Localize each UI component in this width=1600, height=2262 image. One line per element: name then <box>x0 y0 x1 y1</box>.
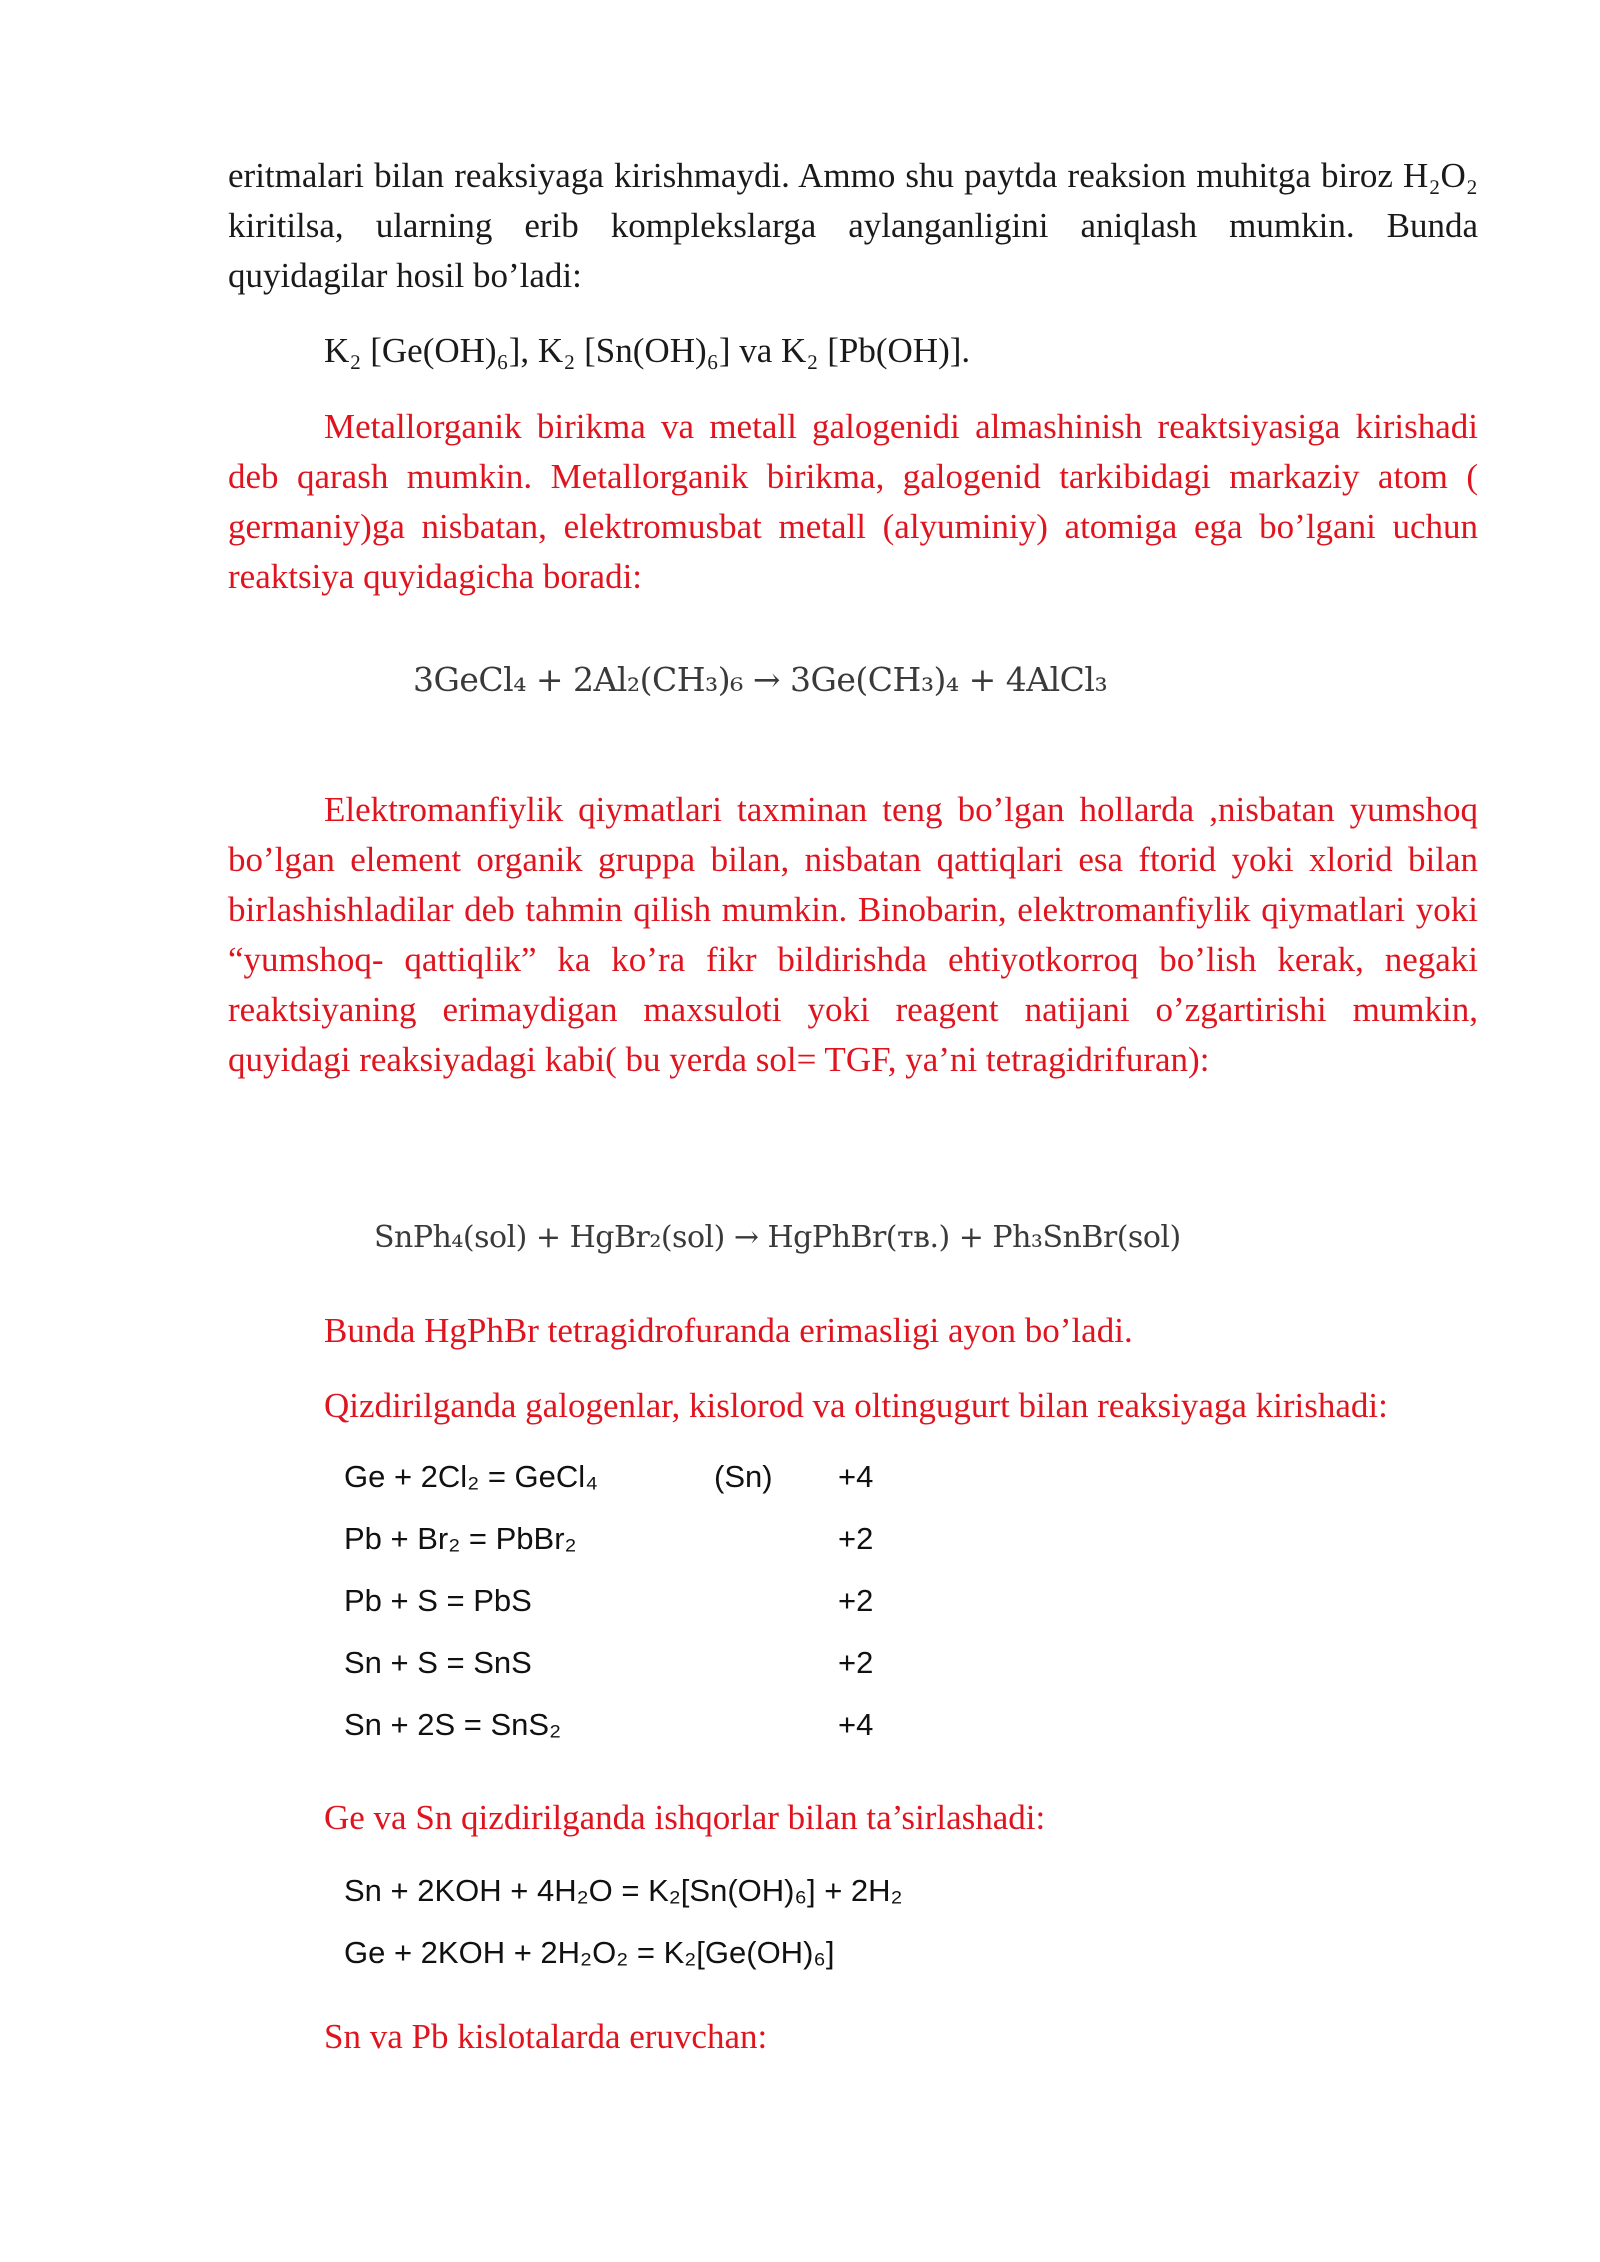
reaction-equation: Sn + S = SnS <box>344 1645 532 1680</box>
oxidation-state: +2 <box>838 1583 874 1618</box>
equation-snph4-hgbr2: SnPh₄(sol) + HgBr₂(sol) → HgPhBr(тв.) + Ph₃SnBr(sol) <box>374 1220 1181 1255</box>
oxidation-state: +4 <box>838 1707 874 1742</box>
line-alkali-reactions: Ge va Sn qizdirilganda ishqorlar bilan ta’sirlashadi: <box>324 1798 1046 1837</box>
line-acids: Sn va Pb kislotalarda eruvchan: <box>324 2017 768 2056</box>
equation-gecl4-alkyl: 3GeCl₄ + 2Al₂(CH₃)₆ → 3Ge(CH₃)₄ + 4AlCl₃ <box>413 660 1108 699</box>
reaction-equation: Ge + 2Cl₂ = GeCl₄ <box>344 1459 598 1494</box>
oxidation-state: +4 <box>838 1459 874 1494</box>
line-hgphbr-insoluble: Bunda HgPhBr tetragidrofuranda erimasligi ayon bo’ladi. <box>324 1311 1133 1350</box>
reaction-equation: Pb + Br₂ = PbBr₂ <box>344 1521 577 1556</box>
reaction-equation: Pb + S = PbS <box>344 1583 532 1618</box>
alkali-reaction-equation: Sn + 2KOH + 4H₂O = K₂[Sn(OH)₆] + 2H₂ <box>344 1873 903 1908</box>
oxidation-state: +2 <box>838 1645 874 1680</box>
line-heating-reactions: Qizdirilganda galogenlar, kislorod va oltingugurt bilan reaksiyaga kirishadi: <box>324 1386 1388 1425</box>
reaction-equation: Sn + 2S = SnS₂ <box>344 1707 562 1742</box>
reaction-metal-note: (Sn) <box>714 1459 773 1494</box>
oxidation-state: +2 <box>838 1521 874 1556</box>
paragraph-metallorganic: Metallorganik birikma va metall galogenidi almashinish reaktsiyasiga kirishadi deb qarash mumkin. Metallorganik birikma, galogenid tarkibidagi markaziy atom ( germaniy)ga nisbatan, elektromusbat metall (alyuminiy) atomiga ega bo’lgani uchun reaktsiya quyidagicha boradi: <box>228 407 1478 596</box>
alkali-reaction-equation: Ge + 2KOH + 2H₂O₂ = K₂[Ge(OH)₆] <box>344 1935 835 1970</box>
complexes-line: K₂ [Ge(OH)₆], K₂ [Sn(OH)₆] va K₂ [Pb(OH)]. <box>324 331 971 370</box>
paragraph-electronegativity: Elektromanfiylik qiymatlari taxminan teng bo’lgan hollarda ,nisbatan yumshoq bo’lgan element organik gruppa bilan, nisbatan qattiqlari esa ftorid yoki xlorid bilan birlashishladilar deb tahmin qilish mumkin. Binobarin, elektromanfiylik qiymatlari yoki “yumshoq- qattiqlik” ka ko’ra fikr bildirishda ehtiyotkorroq bo’lish kerak, negaki reaktsiyaning erimaydigan maxsuloti yoki reagent natijani o’zgartirishi mumkin, quyidagi reaksiyadagi kabi( bu yerda sol= TGF, ya’ni tetragidrifuran): <box>228 790 1478 1079</box>
paragraph-intro: eritmalari bilan reaksiyaga kirishmaydi. Ammo shu paytda reaksion muhitga biroz H₂O₂ kiritilsa, ularning erib komplekslarga aylanganligini aniqlash mumkin. Bunda quyidagilar hosil bo’ladi: <box>228 156 1478 295</box>
